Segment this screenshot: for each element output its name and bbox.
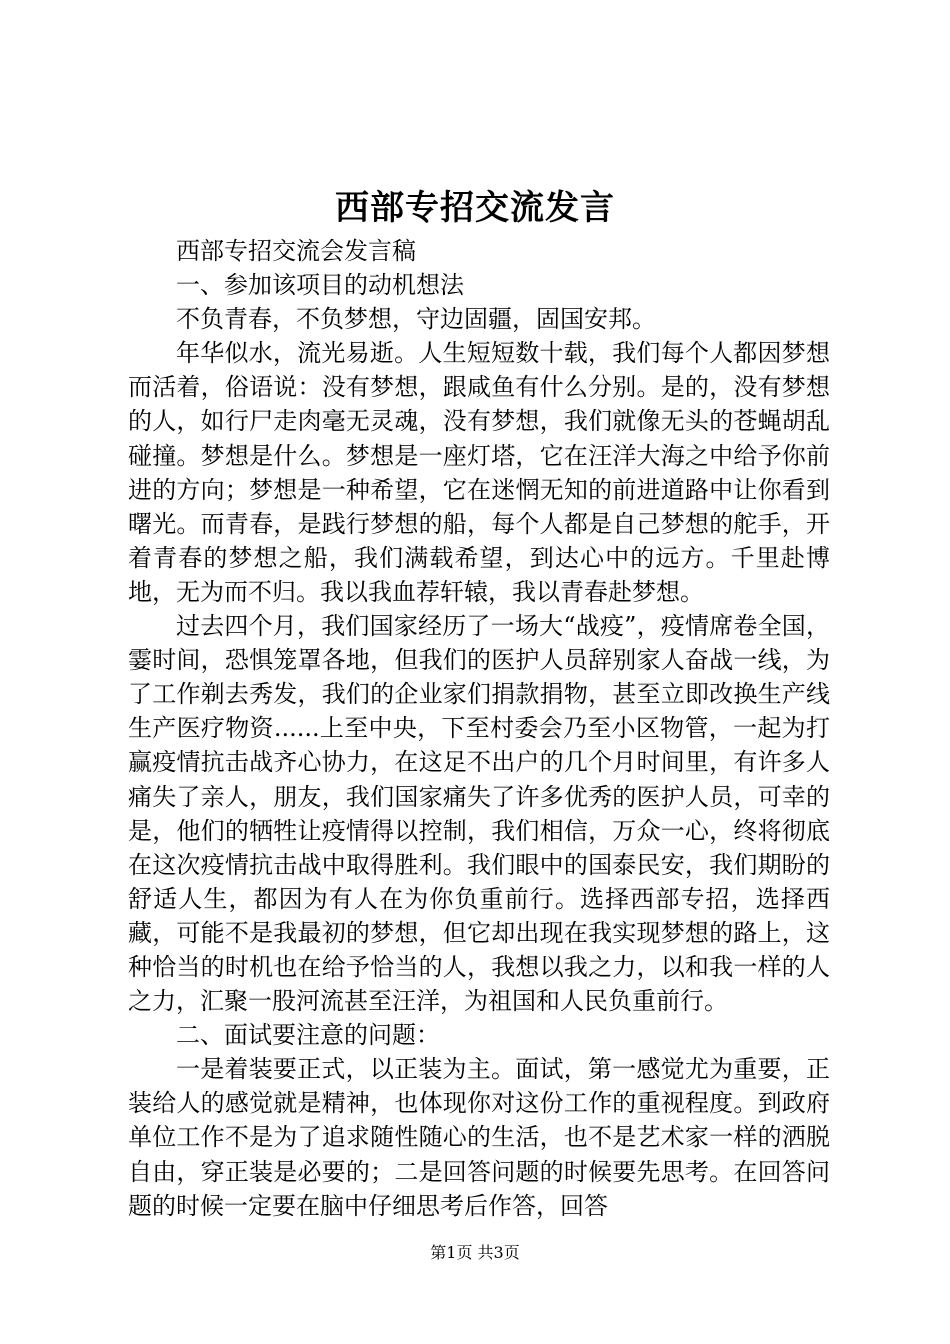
- paragraph-subtitle: 西部专招交流会发言稿: [176, 237, 416, 265]
- paragraph-dream: 年华似水，流光易逝。人生短短数十载，我们每个人都因梦想而活着，俗语说：没有梦想，跟咸鱼有什么分别。是的，没有梦想的人，如行尸走肉毫无灵魂，没有梦想，我们就像无头的苍蝇胡乱碰撞。梦想是什么。梦想是一座灯塔，它在汪洋大海之中给予你前进的方向；梦想是一种希望，它在迷惘无知的前进道路中让你看到曙光。而青春，是践行梦想的船，每个人都是自己梦想的舵手，开着青春的梦想之船，我们满载希望，到达心中的远方。千里赴博地，无为而不归。我以我血荐轩辕，我以青春赴梦想。: [128, 339, 830, 606]
- paragraph-section-one-heading: 一、参加该项目的动机想法: [176, 271, 464, 300]
- page-footer: 第1页 共3页: [430, 1243, 520, 1262]
- paragraph-interview-tips: 一是着装要正式，以正装为主。面试，第一感觉尤为重要，正装给人的感觉就是精神，也体现你对这份工作的重视程度。到政府单位工作不是为了追求随性随心的生活，也不是艺术家一样的洒脱自由，穿正装是必要的；二是回答问题的时候要先思考。在回答问题的时候一定要在脑中仔细思考后作答，回答: [128, 1055, 830, 1220]
- paragraph-motto: 不负青春，不负梦想，守边固疆，固国安邦。: [176, 305, 656, 334]
- document-title: 西部专招交流发言: [335, 188, 615, 228]
- paragraph-section-two-heading: 二、面试要注意的问题：: [176, 1021, 440, 1050]
- paragraph-epidemic: 过去四个月，我们国家经历了一场大“战疫”，疫情席卷全国，霎时间，恐惧笼罩各地，但我们的医护人员辞别家人奋战一线，为了工作剃去秀发，我们的企业家们捐款捐物，甚至立即改换生产线生产医疗物资......上至中央，下至村委会乃至小区物管，一起为打赢疫情抗击战齐心协力，在这足不出户的几个月时间里，有许多人痛失了亲人，朋友，我们国家痛失了许多优秀的医护人员，可幸的是，他们的牺牲让疫情得以控制，我们相信，万众一心，终将彻底在这次疫情抗击战中取得胜利。我们眼中的国泰民安，我们期盼的舒适人生，都因为有人在为你负重前行。选择西部专招，选择西藏，可能不是我最初的梦想，但它却出现在我实现梦想的路上，这种恰当的时机也在给予恰当的人，我想以我之力，以和我一样的人之力，汇聚一股河流甚至汪洋，为祖国和人民负重前行。: [128, 612, 830, 1016]
- document-body: [128, 234, 830, 1223]
